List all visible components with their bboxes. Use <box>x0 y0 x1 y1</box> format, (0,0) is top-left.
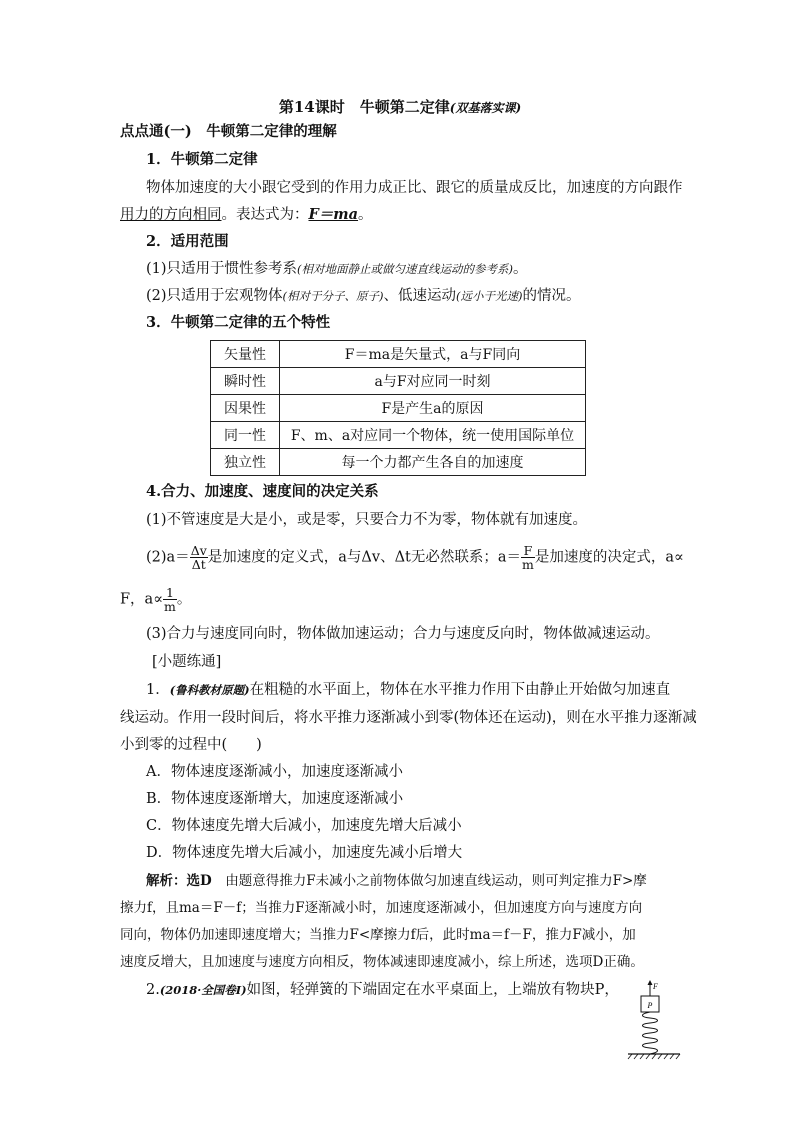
table-row <box>211 368 586 395</box>
question-source: (2018·全国卷Ⅰ) <box>159 983 247 997</box>
option-c: C．物体速度先增大后减小，加速度先增大后减小 <box>146 818 462 834</box>
period: 。 <box>513 261 528 277</box>
scope-2-end: 的情况。 <box>522 288 581 304</box>
question-text: 在粗糙的水平面上，物体在水平推力作用下由静止开始做匀加速直 <box>249 682 671 698</box>
scope-2-note-b: (远小于光速) <box>456 289 523 303</box>
option-b: B．物体速度逐渐增大，加速度逐渐减小 <box>146 791 404 807</box>
table-value: 每一个力都产生各自的加速度 <box>280 449 586 476</box>
item4-line2 <box>146 544 706 571</box>
section-heading: 点点通(一) 牛顿第二定律的理解 <box>120 123 337 140</box>
fraction-f-m <box>521 544 535 571</box>
fraction-dv-dt <box>190 544 208 571</box>
block-label: P <box>647 1001 653 1010</box>
scope-1-note: (相对地面静止或做匀速直线运动的参考系) <box>297 262 514 276</box>
denominator: m <box>522 557 534 572</box>
item4-heading: 4.合力、加速度、速度间的决定关系 <box>146 483 379 500</box>
solution-line1 <box>146 871 706 891</box>
period: 。 <box>358 207 373 223</box>
text: (2)a＝ <box>146 549 190 566</box>
expression-intro: 。表达式为： <box>221 207 309 223</box>
table-value: F、m、a对应同一个物体，统一使用国际单位 <box>280 422 586 449</box>
table-key: 矢量性 <box>211 341 280 368</box>
underlined-text: 用力的方向相同 <box>120 207 222 223</box>
scope-2-mid: 、低速运动 <box>383 288 457 304</box>
item1-heading: 1．牛顿第二定律 <box>146 151 258 168</box>
text: 是加速度的定义式，a与Δv、Δt无必然联系；a＝ <box>207 549 522 566</box>
solution-line4: 速度反增大，且加速度与速度方向相反，物体减速即速度减小，综上所述，选项D正确。 <box>120 954 644 970</box>
page-title <box>120 96 680 117</box>
table-key: 因果性 <box>211 395 280 422</box>
table-row <box>211 449 586 476</box>
properties-table <box>210 340 586 476</box>
q1-line3: 小到零的过程中( ) <box>120 737 262 753</box>
denominator: Δt <box>191 557 206 572</box>
solution-line2: 擦力f，且ma＝F－f；当推力F逐渐减小时，加速度逐渐减小，但加速度方向与速度方向 <box>120 900 643 916</box>
scope-2: (2)只适用于宏观物体 <box>146 288 283 304</box>
force-label: F <box>653 982 658 991</box>
scope-2-note-a: (相对于分子、原子) <box>282 289 384 303</box>
arrow-head-icon <box>648 980 653 985</box>
numerator: Δv <box>190 543 207 558</box>
table-key: 独立性 <box>211 449 280 476</box>
item1-line2 <box>120 205 680 225</box>
table-value: F＝ma是矢量式，a与F同向 <box>280 341 586 368</box>
q1-line1 <box>146 680 706 700</box>
solution-text: 由题意得推力F未减小之前物体做匀加速直线运动，则可判定推力F>摩 <box>211 873 647 889</box>
table-value: a与F对应同一时刻 <box>280 368 586 395</box>
practice-heading: [小题练通] <box>152 654 222 670</box>
solution-label: 解析：选D <box>146 873 212 889</box>
text: F，a∝ <box>120 591 164 608</box>
text: 。 <box>176 591 192 608</box>
table-key: 瞬时性 <box>211 368 280 395</box>
table-row <box>211 422 586 449</box>
spring-coil-icon <box>643 1012 658 1054</box>
question-text: 如图，轻弹簧的下端固定在水平桌面上，上端放有物块P， <box>246 982 619 998</box>
fraction-1-m <box>163 586 177 613</box>
numerator: 1 <box>163 586 177 600</box>
title-main: 第14课时 牛顿第二定律 <box>278 98 450 116</box>
table-value: F是产生a的原因 <box>280 395 586 422</box>
table-row <box>211 341 586 368</box>
item3-heading: 3．牛顿第二定律的五个特性 <box>146 314 331 331</box>
table-row <box>211 395 586 422</box>
solution-line3: 同向，物体仍加速即速度增大；当推力F<摩擦力f后，此时ma＝f－F，推力F减小，加 <box>120 927 636 943</box>
item4-line3 <box>120 586 680 613</box>
question-number: 1． <box>146 682 170 698</box>
item2-line2 <box>146 286 706 306</box>
item1-line1: 物体加速度的大小跟它受到的作用力成正比、跟它的质量成反比，加速度的方向跟作 <box>146 180 683 196</box>
option-d: D．物体速度先增大后减小，加速度先减小后增大 <box>146 845 463 861</box>
table-key: 同一性 <box>211 422 280 449</box>
option-a: A．物体速度逐渐减小，加速度逐渐减小 <box>146 764 403 780</box>
numerator: F <box>521 544 535 558</box>
item4-line1: (1)不管速度是大是小，或是零，只要合力不为零，物体就有加速度。 <box>146 512 588 528</box>
question-source: (鲁科教材原题) <box>169 683 250 697</box>
item2-line1 <box>146 259 706 279</box>
scope-1: (1)只适用于惯性参考系 <box>146 261 298 277</box>
title-note: (双基落实课) <box>449 101 522 115</box>
question-number: 2. <box>146 982 160 998</box>
formula-f-ma: F＝ma <box>308 206 359 223</box>
denominator: m <box>164 599 176 614</box>
q2-line1 <box>146 980 706 1000</box>
spring-block-figure <box>624 980 686 1062</box>
q1-line2: 线运动。作用一段时间后，将水平推力逐渐减小到零(物体还在运动)，则在水平推力逐渐减 <box>120 710 697 726</box>
item4-line4: (3)合力与速度同向时，物体做加速运动；合力与速度反向时，物体做减速运动。 <box>146 626 660 642</box>
text: 是加速度的决定式，a∝ <box>534 549 684 566</box>
item2-heading: 2．适用范围 <box>146 233 229 250</box>
ground-hatch-icon <box>628 1054 680 1059</box>
